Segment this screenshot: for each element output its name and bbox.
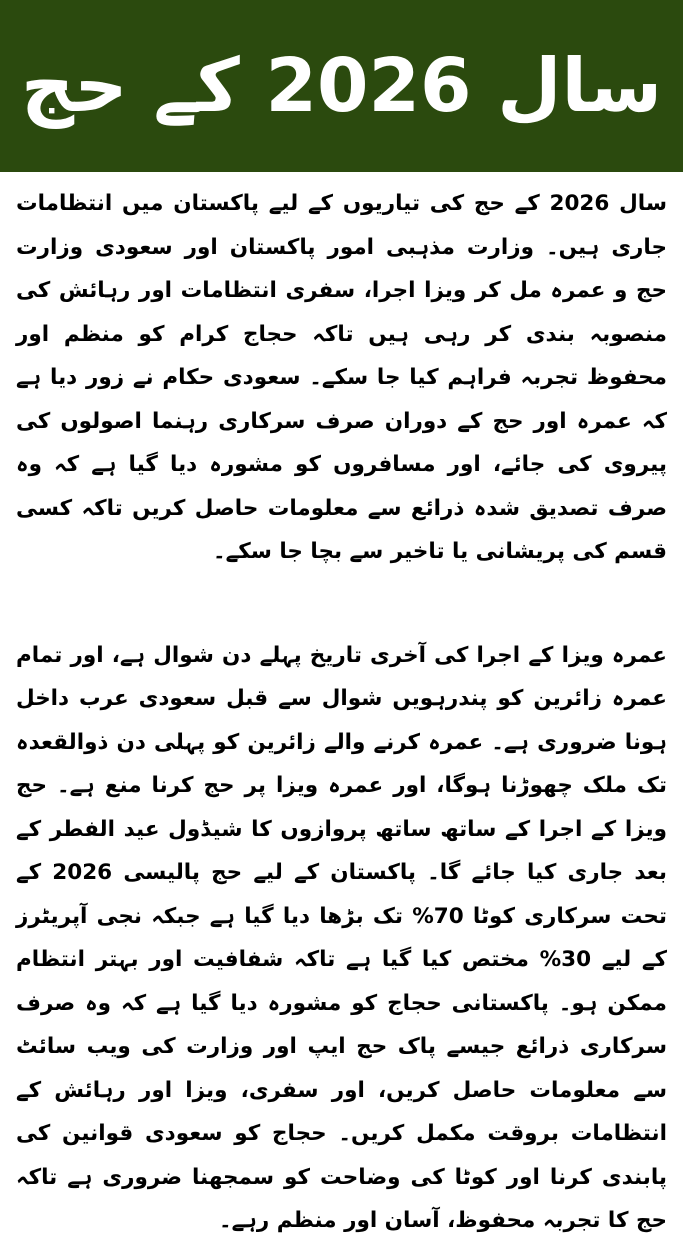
article-body: [16, 182, 667, 1233]
paragraph-spacer: [16, 574, 667, 634]
banner-title: سال 2026 کے حج: [20, 43, 663, 129]
article-paragraph-1: سال 2026 کے حج کی تیاریوں کے لیے پاکستان میں انتظامات جاری ہیں۔ وزارت مذہبی امور پاکستان اور سعودی وزارت حج و عمرہ مل کر ویزا اجرا، سفری انتظامات اور رہائش کی منصوبہ بندی کر رہی ہیں تاکہ حجاج کرام کو منظم اور محفوظ تجربہ فراہم کیا جا سکے۔ سعودی حکام نے زور دیا ہے کہ عمرہ اور حج کے دوران صرف سرکاری رہنما اصولوں کی پیروی کی جائے، اور مسافروں کو مشورہ دیا گیا ہے کہ وہ صرف تصدیق شدہ ذرائع سے معلومات حاصل کریں تاکہ کسی قسم کی پریشانی یا تاخیر سے بچا جا سکے۔: [16, 191, 667, 564]
article-paragraph-2: عمرہ ویزا کے اجرا کی آخری تاریخ پہلے دن شوال ہے، اور تمام عمرہ زائرین کو پندرہویں شوال سے قبل سعودی عرب داخل ہونا ضروری ہے۔ عمرہ کرنے والے زائرین کو پہلی دن ذوالقعدہ تک ملک چھوڑنا ہوگا، اور عمرہ ویزا پر حج کرنا منع ہے۔ حج ویزا کے اجرا کے ساتھ ساتھ پروازوں کا شیڈول عید الفطر کے بعد جاری کیا جائے گا۔ پاکستان کے لیے حج پالیسی 2026 کے تحت سرکاری کوٹا 70% تک بڑھا دیا گیا ہے جبکہ نجی آپریٹرز کے لیے 30% مختص کیا گیا ہے تاکہ شفافیت اور بہتر انتظام ممکن ہو۔ پاکستانی حجاج کو مشورہ دیا گیا ہے کہ وہ صرف سرکاری ذرائع جیسے پاک حج ایپ اور وزارت کی ویب سائٹ سے معلومات حاصل کریں، اور سفری، ویزا اور رہائش کے انتظامات بروقت مکمل کریں۔ حجاج کو سعودی قوانین کی پابندی کرنا اور کوٹا کی وضاحت کو سمجھنا ضروری ہے تاکہ حج کا تجربہ محفوظ، آسان اور منظم رہے۔: [16, 642, 667, 1233]
title-banner: [0, 0, 683, 172]
